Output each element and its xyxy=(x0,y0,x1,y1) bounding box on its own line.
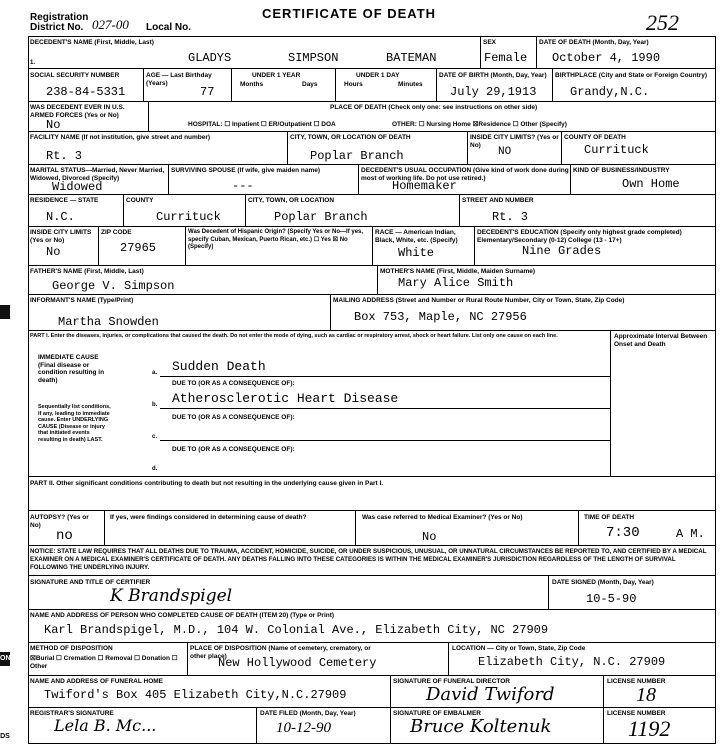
location-label: LOCATION — City or Town, State, Zip Code xyxy=(452,645,586,652)
inside-city-value: No xyxy=(46,245,61,259)
months-label: Months xyxy=(240,81,264,88)
dod-value: October 4, 1990 xyxy=(552,51,661,65)
funeral-director-label: SIGNATURE OF FUNERAL DIRECTOR xyxy=(393,678,511,685)
occupation-label: DECEDENT'S USUAL OCCUPATION (Give kind of work done during most of working life. Do not use retired.) xyxy=(361,167,569,182)
date-signed-label: DATE SIGNED (Month, Day, Year) xyxy=(552,579,654,586)
business-value: Own Home xyxy=(622,177,680,191)
birthplace-label: BIRTHPLACE (City and State or Foreign Country) xyxy=(555,72,708,79)
mailing-address-label: MAILING ADDRESS (Street and Number or Rural Route Number, City or Town, State, Zip Code) xyxy=(333,297,625,304)
decedent-first-name: GLADYS xyxy=(188,51,232,65)
father-value: George V. Simpson xyxy=(52,279,175,293)
part1-label: PART I. Enter the diseases, injuries, or complications that caused the death. Do not enter the mode of dying, such as cardiac or respiratory arrest, shock or heart failure. List only one cause on each line. xyxy=(30,333,558,339)
informant-label: INFORMANT'S NAME (Type/Print) xyxy=(30,297,134,304)
place-of-death-label: PLACE OF DEATH (Check only one: see instructions on other side) xyxy=(330,104,538,111)
education-label: DECEDENT'S EDUCATION (Specify only highest grade completed) Elementary/Secondary (0-12) College (13 - 17+) xyxy=(477,229,682,244)
inside-limits-value: NO xyxy=(498,146,512,158)
residence-state-value: N.C. xyxy=(46,210,75,224)
me-label: Was case referred to Medical Examiner? (Yes or No) xyxy=(362,514,523,521)
license-value-1: 18 xyxy=(636,684,656,706)
decedent-last-name: BATEMAN xyxy=(386,51,437,65)
age-value: 77 xyxy=(200,85,215,99)
death-certificate: Registration District No. 027-00 Local No. CERTIFICATE OF DEATH 252 DECEDENT'S NAME (First, Middle, Last) 1. GLADYS SIMPSON BATEMAN SEX Female DATE OF DEATH (Month, Day, Year) October 4, 1990 SOCIAL SECURITY NUMBER 238-84-5331 AGE — Last Birthday (Years) 77 UNDER 1 YEAR Months Days UNDER 1 DAY Hours Minutes DATE OF BIRTH (Month, Day, Year) July 29,1913 BIRTHPLACE (City and State or Foreign Country) Grandy,N.C. WAS DECEDENT EVER IN U.S. ARMED FORCES (Yes or No) No PLACE OF DEATH (Check only one: see instructions on other side) HOSPITAL: ☐ Inpatient ☐ ER/Outpatient ☐ DOA OTHER: ☐ Nursing Home ☒Residence ☐ Other (Specify) FACILITY NAME (If not institution, give street and number) Rt. 3 CITY, TOWN, OR LOCATION OF DEATH Poplar Branch INSIDE CITY LIMITS? (Yes or No) NO COUNTY OF DEATH Currituck MARITAL STATUS—Married, Never Married, Widowed, Divorced (Specify) Widowed SURVIVING SPOUSE (If wife, give maiden name) --- DECEDENT'S USUAL OCCUPATION (Give kind of work done during most of working life. Do not use retired.) Homemaker KIND OF BUSINESS/INDUSTRY Own Home RESIDENCE — STATE N.C. COUNTY Currituck CITY, TOWN, OR LOCATION Poplar Branch STREET AND NUMBER Rt. 3 INSIDE CITY LIMITS (Yes or No) No ZIP CODE 27965 Was Decedent of Hispanic Origin? (Specify Yes or No—If yes, specify Cuban, Mexican, Puerto Rican, etc.) ☐ Yes ☒ No (Specify) RACE — American Indian, Black, White, etc. (Specify) White DECEDENT'S EDUCATION (Specify only highest grade completed) Elementary/Secondary (0-12) College (13 - 17+) Nine Grades FATHER'S NAME (First, Middle, Last) George V. Simpson MOTHER'S NAME (First, Middle, Maiden Surname) Mary Alice Smith INFORMANT'S NAME (Type/Print) Martha Snowden MAILING ADDRESS (Street and Number or Rural Route Number, City or Town, State, Zip Code) Box 753, Maple, NC 27956 PART I. Enter the diseases, injuries, or complications that caused the death. Do not enter the mode of dying, such as cardiac or respiratory arrest, shock or heart failure. List only one cause on each line. Approximate Interval Between Onset and Death IMMEDIATE CAUSE (Final disease or condition resulting in death) Sequentially list conditions, if any, leading to immediate cause. Enter UNDERLYING CAUSE (Disease or injury that initiated events resulting in death) LAST. a. Sudden Death DUE TO (OR AS A CONSEQUENCE OF): b. Atherosclerotic Heart Disease DUE TO (OR AS A CONSEQUENCE OF): c. DUE TO (OR AS A CONSEQUENCE OF): d. PART II. Other significant conditions contributing to death but not resulting in the underlying cause given in Part I. AUTOPSY? (Yes or No) no If yes, were findings considered in determining cause of death? Was case referred to Medical Examiner? (Yes or No) No TIME OF DEATH 7:30 A M. NOTICE: STATE LAW REQUIRES THAT ALL DEATHS DUE TO TRAUMA, ACCIDENT, HOMICIDE, SUICIDE, OR UNDER SUSPICIOUS, UNUSUAL, OR UNNATURAL CIRCUMSTANCES BE REPORTED TO, AND CERTIFIED BY A MEDICAL EXAMINER ON A MEDICAL EXAMINER'S CERTIFICATE OF DEATH. ANY DEATHS FALLING INTO THESE CATEGORIES IS WITHIN THE MEDICAL EXAMINER'S JURISDICTION REGARDLESS OF THE LENGTH OF SURVIVAL FOLLOWING THE UNDERLYING INJURY. SIGNATURE AND TITLE OF CERTIFIER K Brandspigel DATE SIGNED (Month, Day, Year) 10-5-90 NAME AND ADDRESS OF PERSON WHO COMPLETED CAUSE OF DEATH (ITEM 20) (Type or Print) Karl Brandspigel, M.D., 104 W. Colonial Ave., Elizabeth City, NC 27909 METHOD OF DISPOSITION ☒Burial ☐ Cremation ☐ Removal ☐ Donation ☐ Other PLACE OF DISPOSITION (Name of cemetery, crematory, or other place) New Hollywood Cemetery LOCATION — City or Town, State, Zip Code Elizabeth City, N.C. 27909 NAME AND ADDRESS OF FUNERAL HOME Twiford's Box 405 Elizabeth City,N.C.27909 SIGNATURE OF FUNERAL DIRECTOR David Twiford LICENSE NUMBER 18 REGISTRAR'S SIGNATURE Lela B. Mc... DATE FILED (Month, Day, Year) 10-12-90 SIGNATURE OF EMBALMER Bruce Koltenuk LICENSE NUMBER 1192 ON DS xyxy=(0,0,726,752)
hospital-options: HOSPITAL: ☐ Inpatient ☐ ER/Outpatient ☐ DOA xyxy=(188,121,336,128)
county-death-label: COUNTY OF DEATH xyxy=(564,134,626,141)
ssn-label: SOCIAL SECURITY NUMBER xyxy=(30,72,120,79)
time-label: TIME OF DEATH xyxy=(584,514,635,521)
disposition-place-value: New Hollywood Cemetery xyxy=(218,656,377,670)
date-filed-value: 10-12-90 xyxy=(276,720,331,736)
dob-value: July 29,1913 xyxy=(450,85,537,99)
license-label-1: LICENSE NUMBER xyxy=(607,678,666,685)
father-label: FATHER'S NAME (First, Middle, Last) xyxy=(30,268,144,275)
age-label: AGE — Last Birthday (Years) xyxy=(146,72,212,87)
location-value: Elizabeth City, N.C. 27909 xyxy=(478,655,666,669)
cause-a-value: Sudden Death xyxy=(172,359,266,374)
scan-edge-mark-on: ON xyxy=(0,652,10,666)
findings-label: If yes, were findings considered in determining cause of death? xyxy=(110,514,307,521)
county-death-value: Currituck xyxy=(584,143,649,157)
county-value: Currituck xyxy=(156,210,221,224)
business-label: KIND OF BUSINESS/INDUSTRY xyxy=(573,167,670,174)
certifier-sig-label: SIGNATURE AND TITLE OF CERTIFIER xyxy=(30,579,151,586)
ssn-value: 238-84-5331 xyxy=(46,85,126,99)
autopsy-label: AUTOPSY? (Yes or No) xyxy=(30,514,89,529)
marital-label: MARITAL STATUS—Married, Never Married, Widowed, Divorced (Specify) xyxy=(30,167,165,182)
embalmer-label: SIGNATURE OF EMBALMER xyxy=(393,710,481,717)
funeral-home-label: NAME AND ADDRESS OF FUNERAL HOME xyxy=(30,678,164,685)
under-1-year-label: UNDER 1 YEAR xyxy=(252,72,301,79)
mailing-address-value: Box 753, Maple, NC 27956 xyxy=(354,310,527,324)
armed-forces-value: No xyxy=(46,118,61,132)
education-value: Nine Grades xyxy=(522,244,602,258)
registrar-label: REGISTRAR'S SIGNATURE xyxy=(30,710,114,717)
certifier-signature: K Brandspigel xyxy=(110,586,233,606)
notice-text: NOTICE: STATE LAW REQUIRES THAT ALL DEATHS DUE TO TRAUMA, ACCIDENT, HOMICIDE, SUICIDE, OR UNDER SUSPICIOUS, UNUSUAL, OR UNNATURAL CIRCUMSTANCES BE REPORTED TO, AND CERTIFIED BY A MEDICAL EXAMINER ON A MEDICAL EXAMINER'S CERTIFICATE OF DEATH. ANY DEATHS FALLING INTO THESE CATEGORIES IS WITHIN THE MEDICAL EXAMINER'S JURISDICTION REGARDLESS OF THE LENGTH OF SURVIVAL FOLLOWING THE UNDERLYING INJURY. xyxy=(30,548,707,571)
time-value: 7:30 xyxy=(606,525,640,541)
method-options: ☒Burial ☐ Cremation ☐ Removal ☐ Donation ☐ Other xyxy=(30,655,178,670)
date-filed-label: DATE FILED (Month, Day, Year) xyxy=(260,710,356,717)
method-label: METHOD OF DISPOSITION xyxy=(30,645,113,652)
decedent-name-label: DECEDENT'S NAME (First, Middle, Last) xyxy=(30,39,154,46)
race-label: RACE — American Indian, Black, White, etc. (Specify) xyxy=(375,229,458,244)
street-value: Rt. 3 xyxy=(492,210,529,224)
hours-label: Hours xyxy=(344,81,363,88)
certifier-name-label: NAME AND ADDRESS OF PERSON WHO COMPLETED CAUSE OF DEATH (ITEM 20) (Type or Print) xyxy=(30,612,335,619)
certificate-number: 252 xyxy=(646,10,679,35)
city-value: Poplar Branch xyxy=(274,210,368,224)
marital-value: Widowed xyxy=(52,180,103,194)
facility-label: FACILITY NAME (If not institution, give street and number) xyxy=(30,134,211,141)
funeral-home-value: Twiford's Box 405 Elizabeth City,N.C.27909 xyxy=(44,688,347,702)
due-to-c-label: DUE TO (OR AS A CONSEQUENCE OF): xyxy=(172,446,295,453)
dod-label: DATE OF DEATH (Month, Day, Year) xyxy=(539,39,649,46)
mother-label: MOTHER'S NAME (First, Middle, Maiden Surname) xyxy=(380,268,536,275)
certificate-title: CERTIFICATE OF DEATH xyxy=(262,6,437,21)
district-value: 027-00 xyxy=(92,17,129,32)
certifier-name-value: Karl Brandspigel, M.D., 104 W. Colonial Ave., Elizabeth City, NC 27909 xyxy=(44,623,549,637)
me-value: No xyxy=(422,530,437,544)
immediate-cause-label: IMMEDIATE CAUSE (Final disease or condition resulting in death) xyxy=(38,354,105,384)
days-label: Days xyxy=(302,81,318,88)
funeral-director-signature: David Twiford xyxy=(426,684,555,705)
registrar-signature: Lela B. Mc... xyxy=(54,716,157,735)
cause-b-value: Atherosclerotic Heart Disease xyxy=(172,391,399,406)
residence-state-label: RESIDENCE — STATE xyxy=(30,197,99,204)
armed-forces-label: WAS DECEDENT EVER IN U.S. ARMED FORCES (Yes or No) xyxy=(30,104,125,119)
scan-edge-mark xyxy=(0,305,10,319)
disposition-place-label: PLACE OF DISPOSITION (Name of cemetery, crematory, or other place) xyxy=(190,645,371,660)
scan-edge-mark-ds: DS xyxy=(0,730,10,744)
city-death-value: Poplar Branch xyxy=(310,149,404,163)
other-options: OTHER: ☐ Nursing Home ☒Residence ☐ Other (Specify) xyxy=(392,121,567,128)
inside-limits-label: INSIDE CITY LIMITS? (Yes or No) xyxy=(470,134,559,149)
date-signed-value: 10-5-90 xyxy=(586,592,637,606)
embalmer-signature: Bruce Koltenuk xyxy=(410,716,552,737)
registration-label: Registration xyxy=(30,12,89,23)
city-death-label: CITY, TOWN, OR LOCATION OF DEATH xyxy=(290,134,411,141)
sex-value: Female xyxy=(484,51,528,65)
inside-city-label: INSIDE CITY LIMITS (Yes or No) xyxy=(30,229,92,244)
informant-value: Martha Snowden xyxy=(58,315,159,329)
sex-label: SEX xyxy=(483,39,497,46)
hispanic-label: Was Decedent of Hispanic Origin? (Specify Yes or No—If yes, specify Cuban, Mexican, Puerto Rican, etc.) ☐ Yes ☒ No (Specify) xyxy=(188,229,364,250)
district-label: District No. xyxy=(30,22,84,33)
license-value-2: 1192 xyxy=(628,716,671,741)
spouse-label: SURVIVING SPOUSE (If wife, give maiden name) xyxy=(171,167,321,174)
part2-label: PART II. Other significant conditions contributing to death but not resulting in the underlying cause given in Part I. xyxy=(30,480,384,487)
due-to-a-label: DUE TO (OR AS A CONSEQUENCE OF): xyxy=(172,380,295,387)
birthplace-value: Grandy,N.C. xyxy=(570,85,650,99)
mother-value: Mary Alice Smith xyxy=(398,276,514,290)
dob-label: DATE OF BIRTH (Month, Day, Year) xyxy=(439,72,547,79)
county-label: COUNTY xyxy=(126,197,154,204)
occupation-value: Homemaker xyxy=(392,179,457,193)
local-label: Local No. xyxy=(146,22,192,33)
sequential-label: Sequentially list conditions, if any, leading to immediate cause. Enter UNDERLYING CAUSE (Disease or injury that initiated events resulting in death) LAST. xyxy=(38,404,111,443)
interval-label: Approximate Interval Between Onset and Death xyxy=(614,333,708,348)
facility-value: Rt. 3 xyxy=(46,149,83,163)
decedent-middle-name: SIMPSON xyxy=(288,51,339,65)
due-to-b-label: DUE TO (OR AS A CONSEQUENCE OF): xyxy=(172,414,295,421)
zip-label: ZIP CODE xyxy=(101,229,132,236)
minutes-label: Minutes xyxy=(398,81,423,88)
ampm-value: A M. xyxy=(676,527,705,541)
license-label-2: LICENSE NUMBER xyxy=(607,710,666,717)
zip-value: 27965 xyxy=(120,241,157,255)
spouse-value: --- xyxy=(232,179,254,193)
autopsy-value: no xyxy=(56,528,73,544)
race-value: White xyxy=(398,246,435,260)
street-label: STREET AND NUMBER xyxy=(462,197,534,204)
city-label: CITY, TOWN, OR LOCATION xyxy=(248,197,335,204)
under-1-day-label: UNDER 1 DAY xyxy=(356,72,400,79)
